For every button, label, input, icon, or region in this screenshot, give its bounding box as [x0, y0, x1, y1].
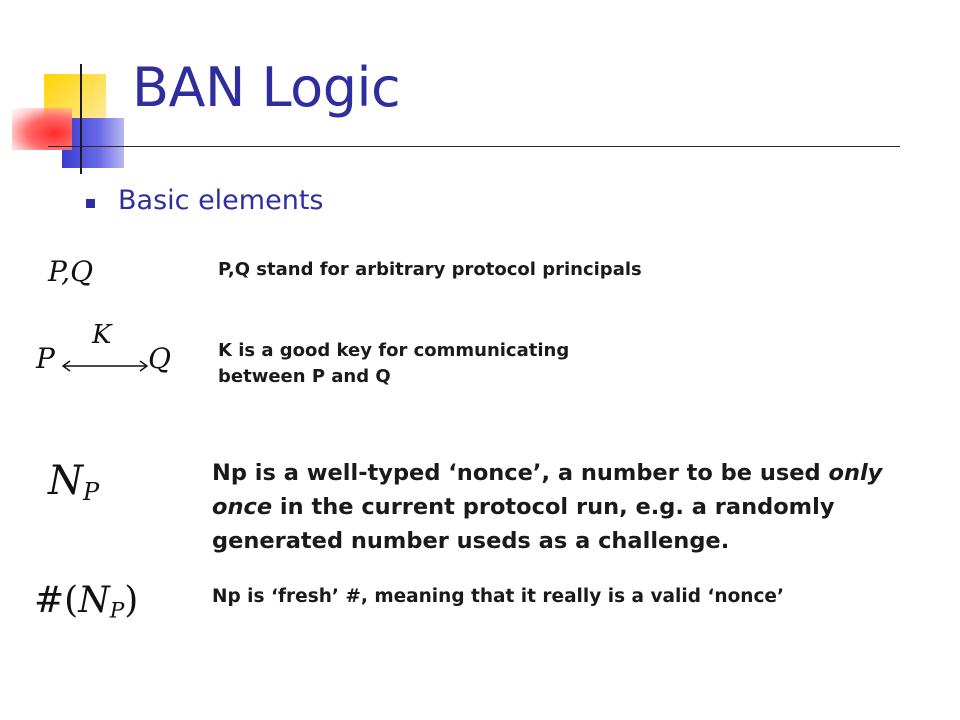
- nonce-symbol-sub: P: [83, 478, 100, 506]
- shared-key-left: P: [36, 342, 55, 375]
- fresh-symbol: [34, 580, 138, 623]
- fresh-symbol-base: N: [78, 580, 110, 621]
- slide-title: BAN Logic: [132, 56, 401, 119]
- nonce-text-part2: in the current protocol run, e.g. a randomly generated number useds as a challenge.: [212, 494, 835, 554]
- fresh-symbol-prefix: #(: [34, 580, 79, 621]
- fresh-description: Np is ‘fresh’ #, meaning that it really is a valid ‘nonce’: [212, 586, 784, 607]
- shared-key-symbol: [36, 320, 186, 386]
- shared-key-right: Q: [148, 342, 171, 375]
- nonce-description: [212, 456, 932, 558]
- fresh-symbol-sub: P: [109, 598, 125, 624]
- principals-symbol: P,Q: [48, 255, 94, 288]
- nonce-text-emphasis-once: once: [212, 494, 273, 520]
- double-arrow-icon: [60, 358, 150, 374]
- shared-key-label: K: [92, 320, 112, 350]
- nonce-text-part1: Np is a well-typed ‘nonce’, a number to be used: [212, 460, 829, 486]
- principals-description: P,Q stand for arbitrary protocol principals: [218, 259, 642, 280]
- bullet-heading: Basic elements: [118, 185, 324, 216]
- decor-red-square: [12, 108, 72, 150]
- bullet-square-icon: [86, 199, 95, 208]
- decor-vertical-line: [80, 64, 82, 174]
- nonce-symbol-base: N: [48, 458, 83, 504]
- shared-key-description: [218, 338, 678, 390]
- nonce-symbol: [48, 458, 99, 506]
- fresh-symbol-suffix: ): [124, 580, 139, 621]
- shared-key-description-line1: K is a good key for communicating: [218, 340, 570, 361]
- shared-key-description-line2: between P and Q: [218, 366, 391, 387]
- title-underline: [48, 146, 900, 147]
- nonce-text-emphasis-only: only: [828, 460, 883, 486]
